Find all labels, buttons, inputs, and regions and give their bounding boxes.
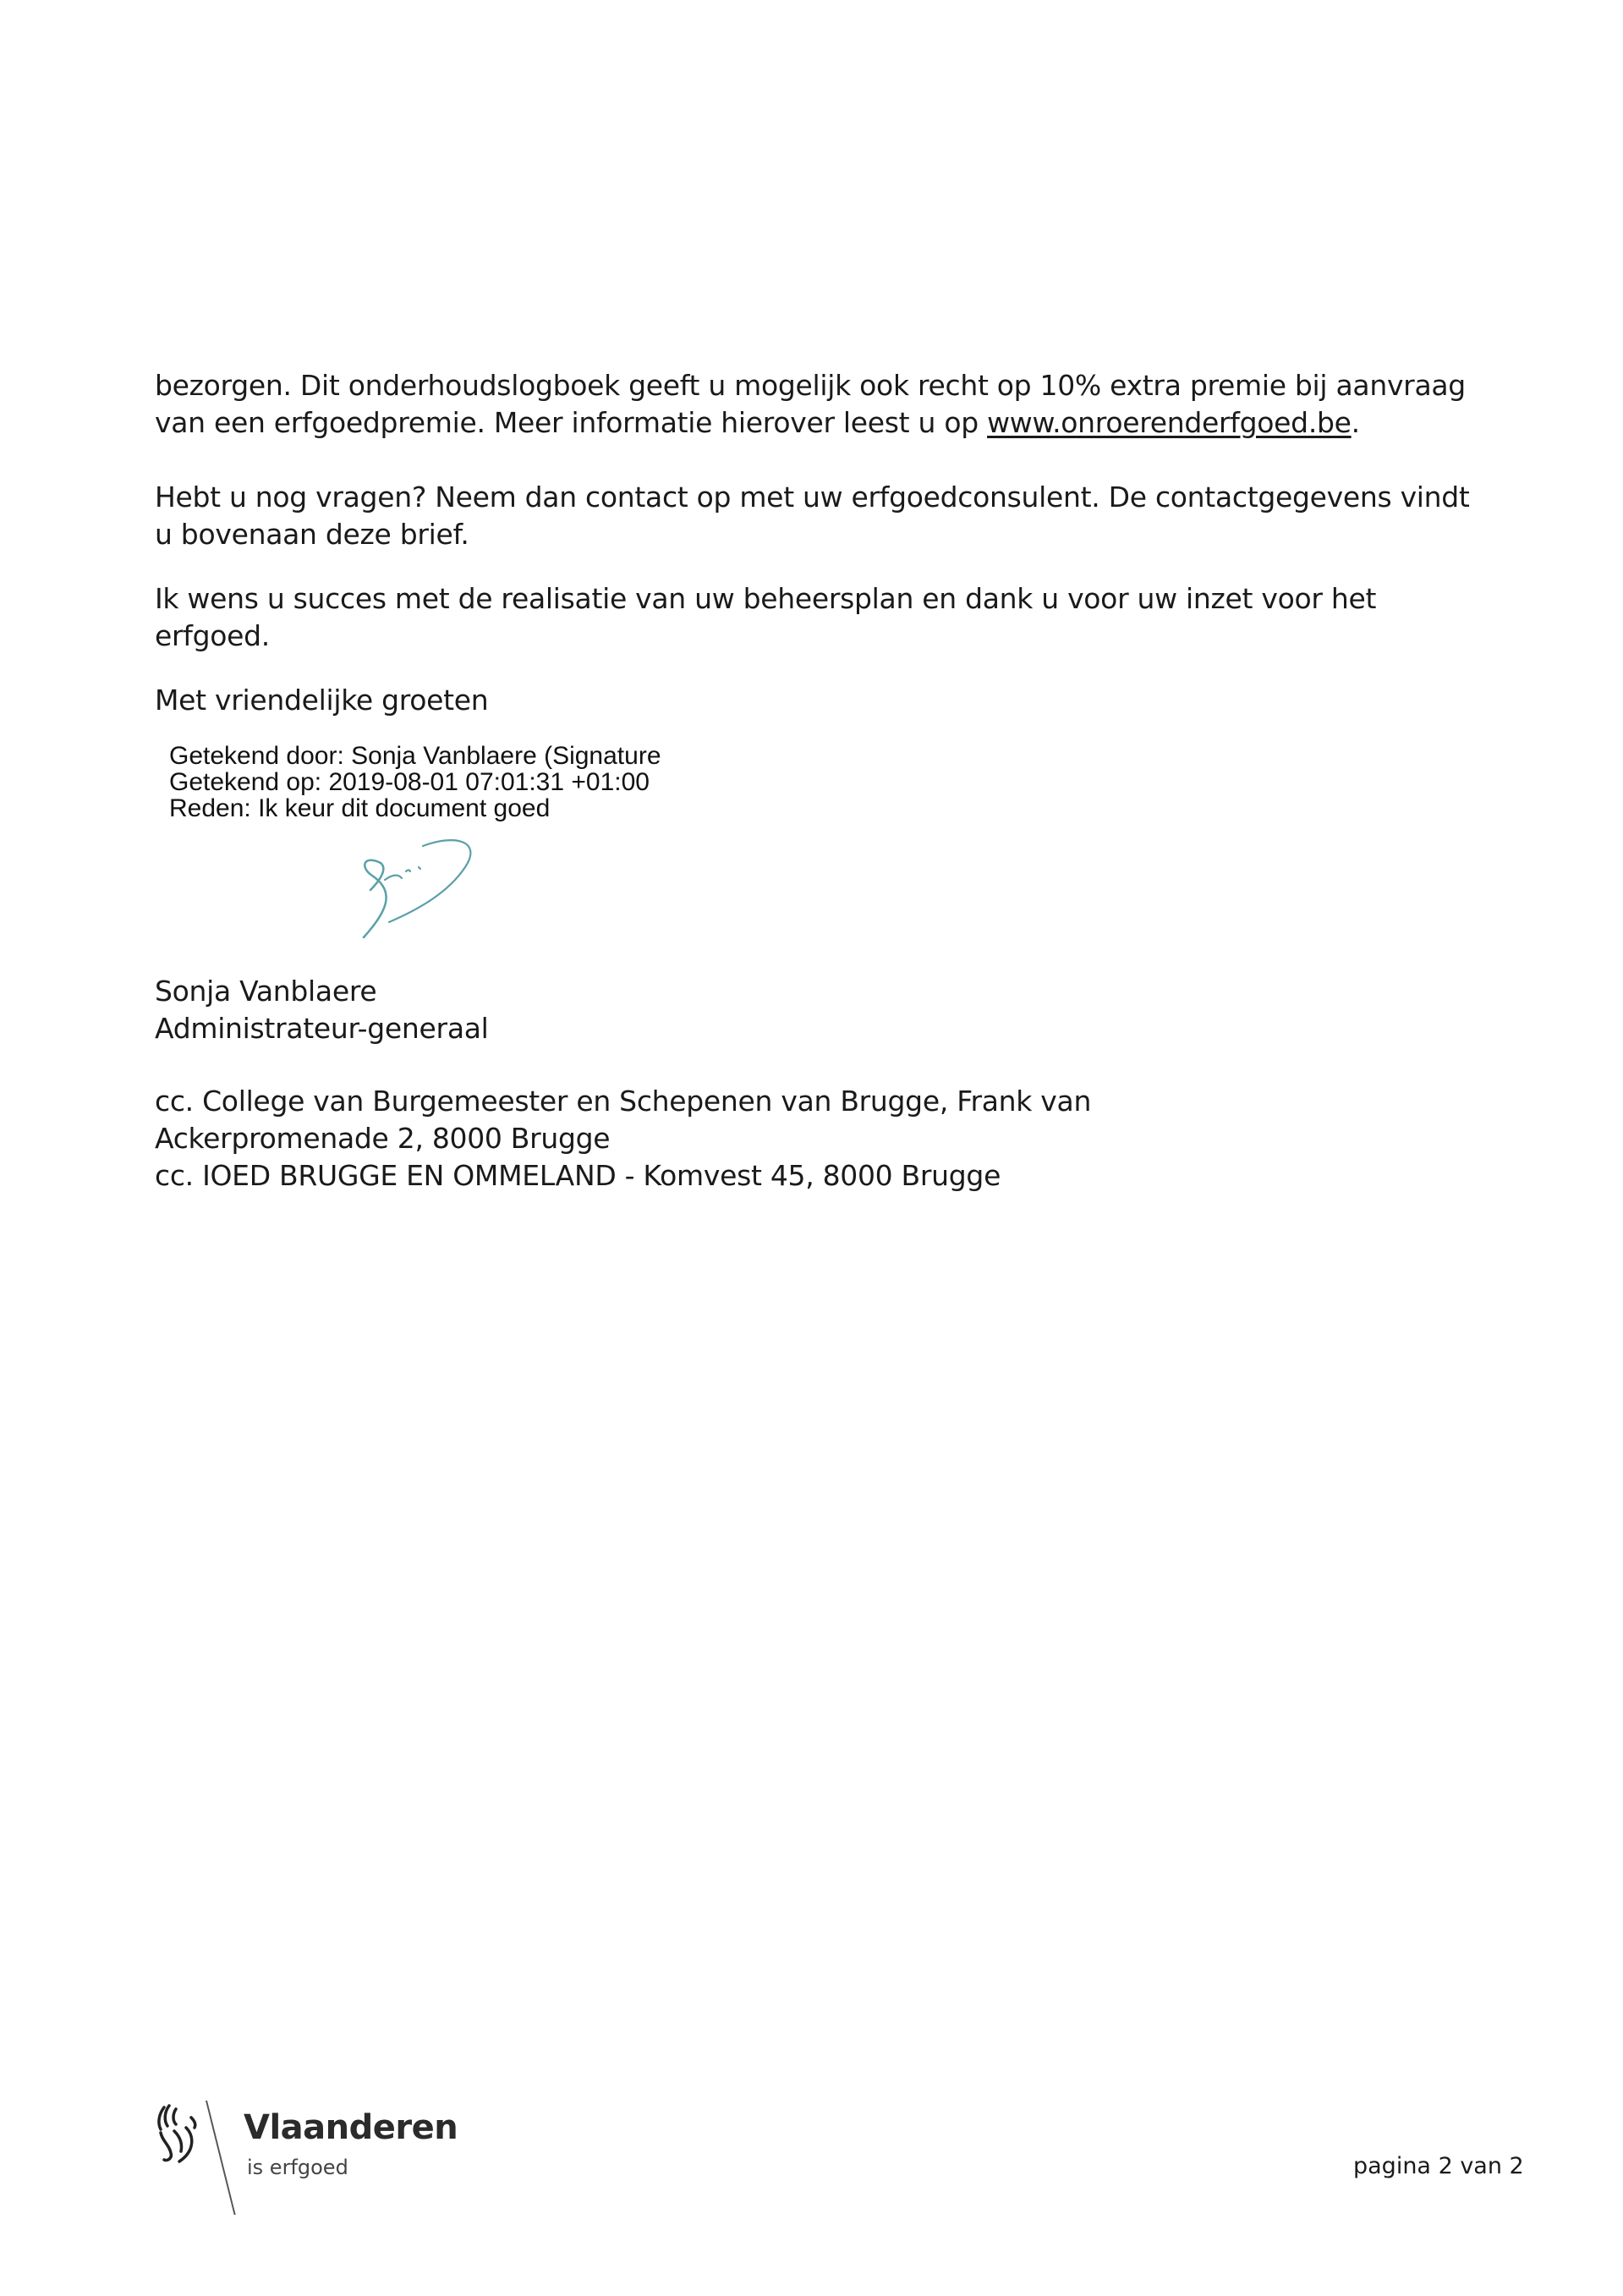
cc-line-2: Ackerpromenade 2, 8000 Brugge <box>155 1122 611 1155</box>
signed-on: Getekend op: 2019-08-01 07:01:31 +01:00 <box>169 768 650 796</box>
website-link[interactable]: www.onroerenderfgoed.be <box>987 406 1352 439</box>
closing-greeting: Met vriendelijke groeten <box>155 684 489 717</box>
signature-reason: Reden: Ik keur dit document goed <box>169 794 551 822</box>
paragraph-logbook-end: . <box>1351 406 1360 439</box>
signatory-name: Sonja Vanblaere <box>155 975 377 1008</box>
logo-title: Vlaanderen <box>244 2108 458 2147</box>
digital-signature-info <box>169 743 661 821</box>
handwritten-signature <box>338 829 507 948</box>
paragraph-wishes: Ik wens u succes met de realisatie van uw beheersplan en dank u voor uw inzet voor het erfgoed. <box>155 582 1377 652</box>
page-number: pagina 2 van 2 <box>1353 2153 1524 2179</box>
cc-line-3: cc. IOED BRUGGE EN OMMELAND - Komvest 45, 8000 Brugge <box>155 1159 1001 1192</box>
paragraph-logbook-text: bezorgen. Dit onderhoudslogboek geeft u mogelijk ook recht op 10% extra premie bij aanvraag van een erfgoedpremie. Meer informatie hierover leest u op <box>155 369 1466 439</box>
logo-divider <box>206 2101 236 2215</box>
logo-subtitle: is erfgoed <box>247 2156 348 2179</box>
flemish-lion-icon <box>154 2102 201 2163</box>
cc-line-1: cc. College van Burgemeester en Schepenen van Brugge, Frank van <box>155 1085 1092 1118</box>
paragraph-logbook <box>155 367 1491 442</box>
paragraph-questions: Hebt u nog vragen? Neem dan contact op met uw erfgoedconsulent. De contactgegevens vindt u bovenaan deze brief. <box>155 481 1470 551</box>
signatory-title: Administrateur-generaal <box>155 1012 489 1045</box>
signed-by: Getekend door: Sonja Vanblaere (Signature <box>169 742 661 770</box>
